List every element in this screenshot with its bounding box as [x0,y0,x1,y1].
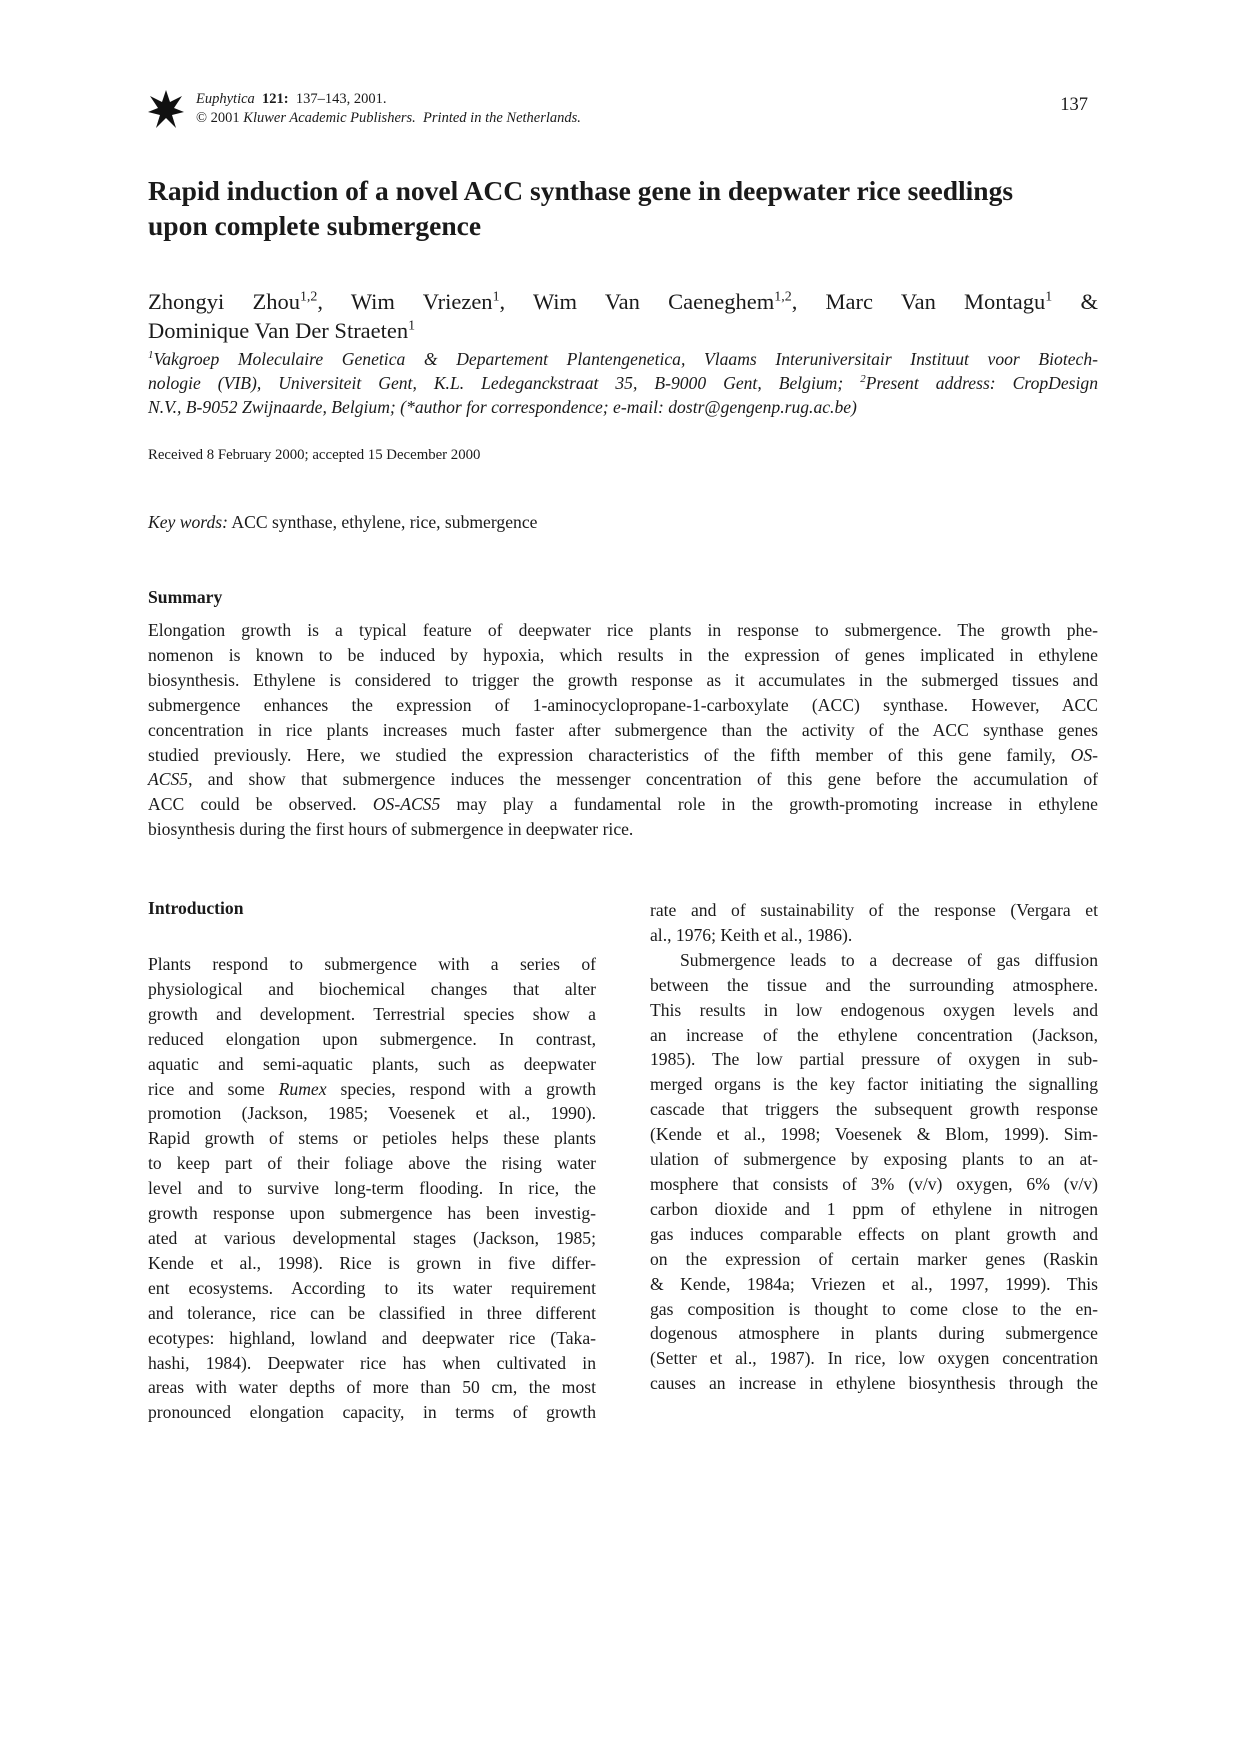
introduction-right-column: rate and of sustainability of the response (Vergara et al., 1976; Keith et al., 1986). Submergence leads to a decrease of gas diffusion between the tissue and the surrounding atmosphere. This results in low endogenous oxygen levels and an increase of the ethylene concentration (Jackson, 1985). The low partial pressure of oxygen in sub- merged organs is the key factor initiating the signalling cascade that triggers the subsequent growth response (Kende et al., 1998; Voesenek & Blom, 1999). Sim- ulation of submergence by exposing plants to an at- mosphere that consists of 3% (v/v) oxygen, 6% (v/v) carbon dioxide and 1 ppm of ethylene in nitrogen gas induces comparable effects on plant growth and on the expression of certain marker genes (Raskin & Kende, 1984a; Vriezen et al., 1997, 1999). This gas composition is thought to come close to the en- dogenous atmosphere in plants during submergence (Setter et al., 1987). In rice, low oxygen concentration causes an increase in ethylene biosynthesis through the [650,900,1098,1394]
journal-volume: 121: [262,91,289,107]
affiliation-line-2: nologie (VIB), Universiteit Gent, K.L. Ledeganckstraat 35, B-9000 Gent, Belgium; $^2$Present address: CropDesign [148,373,1099,393]
page-number: 137 [1060,95,1088,115]
journal-name: Euphytica [196,91,255,107]
journal-pages: 137–143, 2001. [295,91,387,107]
copyright: © 2001 [196,110,240,126]
author-5: Dominique Van Der Straeten$^1$ [148,318,416,343]
keywords-label: Key words: [148,512,228,532]
affiliation-line-1: $^1$Vakgroep Moleculaire Genetica & Departement Plantengenetica, Vlaams Interuniversitair Instituut voor Biotech- [148,349,1098,369]
paper-title [148,173,1098,243]
author-list [148,288,1098,315]
author-ampersand: & [1080,289,1098,314]
introduction-heading: Introduction [148,898,244,918]
keywords [148,512,537,533]
title-line-2: upon complete submergence [148,210,482,241]
page-header [148,88,1088,128]
summary-paragraph: Elongation growth is a typical feature of deepwater rice plants in response to submergence. The growth phe- nomenon is known to be induced by hypoxia, which results in the expression of genes implicated in ethylene biosynthesis. Ethylene is considered to trigger the growth response as it accumulates in the submerged tissues and submergence enhances the expression of 1-aminocyclopropane-1-carboxylate (ACC) synthase. However, ACC concentration in rice plants increases much faster after submergence than the activity of the ACC synthase genes studied previously. Here, we studied the expression characteristics of the fifth member of this gene family, OS- ACS5, and show that submergence induces the messenger concentration of this gene before the accumulation of ACC could be observed. OS-ACS5 may play a fundamental role in the growth-promoting increase in ethylene biosynthesis during the first hours of submergence in deepwater rice. [148,620,1098,840]
author-2: Wim Vriezen$^1$, [350,289,506,314]
journal-citation [196,90,581,128]
affiliations [148,347,1098,419]
introduction-left-column: Plants respond to submergence with a series of physiological and biochemical changes that alter growth and development. Terrestrial species show a reduced elongation upon submergence. In contrast, aquatic and semi-aquatic plants, such as deepwater rice and some Rumex species, respond with a growth promotion (Jackson, 1985; Voesenek et al., 1990). Rapid growth of stems or petioles helps these plants to keep part of their foliage above the rising water level and to survive long-term flooding. In rice, the growth response upon submergence has been investig- ated at various developmental stages (Jackson, 1985; Kende et al., 1998). Rice is grown in five differ- ent ecosystems. According to its water requirement and tolerance, rice can be classified in three different ecotypes: highland, lowland and deepwater rice (Taka- hashi, 1984). Deepwater rice has when cultivated in areas with water depths of more than 50 cm, the most pronounced elongation capacity, in terms of growth [148,954,596,1423]
summary-heading: Summary [148,587,223,607]
publisher-logo-icon [148,88,184,132]
received-accepted-dates: Received 8 February 2000; accepted 15 December 2000 [148,447,481,463]
publisher: Kluwer Academic Publishers. [243,110,416,126]
printed-in: Printed in the Netherlands. [423,110,581,126]
author-1: Zhongyi Zhou$^{1,2}$, [148,289,323,314]
title-line-1: Rapid induction of a novel ACC synthase gene in deepwater rice seedlings [148,175,1014,206]
author-3: Wim Van Caeneghem$^{1,2}$, [532,289,798,314]
affiliation-line-3: N.V., B-9052 Zwijnaarde, Belgium; (*author for correspondence; e-mail: dostr@gengenp.rug.ac.be) [148,397,857,417]
author-4: Marc Van Montagu$^1$ [825,289,1053,314]
keywords-value: ACC synthase, ethylene, rice, submergence [231,512,538,532]
